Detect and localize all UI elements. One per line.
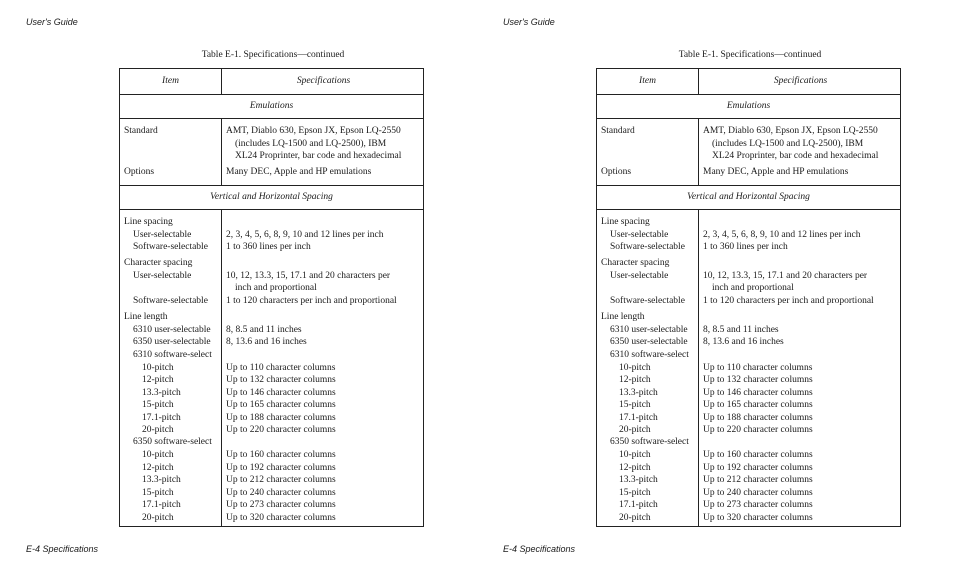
line-length-6310-user-value: 8, 8.5 and 11 inches <box>226 325 302 335</box>
standard-label: Standard <box>601 126 635 136</box>
character-spacing-user-value-1: 10, 12, 13.3, 15, 17.1 and 20 characters per <box>226 271 391 281</box>
character-spacing-software-label: Software-selectable <box>610 296 685 306</box>
section-spacing: Vertical and Horizontal Spacing <box>210 192 333 202</box>
table-caption: Table E-1. Specifications—continued <box>678 50 822 60</box>
s6310-columns: Up to 146 character columns <box>226 387 336 398</box>
line-spacing-label: Line spacing <box>601 217 650 227</box>
section-spacing: Vertical and Horizontal Spacing <box>687 192 810 202</box>
s6310-columns: Up to 188 character columns <box>226 412 336 423</box>
s6310-pitch: 17.1-pitch <box>619 412 658 423</box>
line-length-label: Line length <box>601 312 645 322</box>
line-length-6350-user-value: 8, 13.6 and 16 inches <box>703 337 784 347</box>
section-emulations: Emulations <box>726 101 771 111</box>
s6350-columns: Up to 240 character columns <box>226 487 336 498</box>
character-spacing-label: Character spacing <box>124 258 193 268</box>
line-length-6350-software-label: 6350 software-select <box>610 437 689 447</box>
s6310-columns: Up to 110 character columns <box>703 362 813 373</box>
options-label: Options <box>601 167 632 177</box>
s6310-pitch: 13.3-pitch <box>142 387 181 398</box>
line-length-6310-user-value: 8, 8.5 and 11 inches <box>703 325 779 335</box>
line-length-6310-user-label: 6310 user-selectable <box>610 325 688 335</box>
s6310-columns: Up to 110 character columns <box>226 362 336 373</box>
line-spacing-user-value: 2, 3, 4, 5, 6, 8, 9, 10 and 12 lines per inch <box>703 230 861 240</box>
s6350-columns: Up to 320 character columns <box>226 512 336 523</box>
s6350-pitch: 20-pitch <box>142 512 174 523</box>
s6350-pitch: 20-pitch <box>619 512 651 523</box>
s6310-columns: Up to 220 character columns <box>703 425 813 435</box>
s6350-columns: Up to 240 character columns <box>703 487 813 498</box>
line-spacing-user-label: User-selectable <box>133 230 192 240</box>
options-value: Many DEC, Apple and HP emulations <box>226 167 372 177</box>
line-length-6350-software-label: 6350 software-select <box>133 437 212 447</box>
column-header-item: Item <box>162 76 179 86</box>
standard-value-line-2: (includes LQ-1500 and LQ-2500), IBM <box>712 138 864 149</box>
line-length-6350-user-label: 6350 user-selectable <box>133 337 211 347</box>
column-divider <box>698 119 699 186</box>
s6350-columns: Up to 160 character columns <box>703 450 813 460</box>
character-spacing-user-value-1: 10, 12, 13.3, 15, 17.1 and 20 characters per <box>703 271 868 281</box>
column-divider <box>221 210 222 527</box>
character-spacing-software-value: 1 to 120 characters per inch and proportional <box>703 296 874 306</box>
line-spacing-software-label: Software-selectable <box>133 242 208 252</box>
table-caption: Table E-1. Specifications—continued <box>201 50 345 60</box>
s6310-pitch: 17.1-pitch <box>142 412 181 423</box>
s6350-columns: Up to 212 character columns <box>703 475 813 485</box>
s6310-pitch: 12-pitch <box>142 375 174 385</box>
s6350-columns: Up to 320 character columns <box>703 512 813 523</box>
s6350-pitch: 13.3-pitch <box>619 475 658 485</box>
page-header: User's Guide <box>26 17 78 27</box>
character-spacing-user-value-2: inch and proportional <box>712 283 794 293</box>
specifications-table <box>119 68 424 527</box>
s6350-pitch: 10-pitch <box>142 450 174 460</box>
character-spacing-software-label: Software-selectable <box>133 296 208 306</box>
line-spacing-user-value: 2, 3, 4, 5, 6, 8, 9, 10 and 12 lines per inch <box>226 230 384 240</box>
line-length-6310-user-label: 6310 user-selectable <box>133 325 211 335</box>
specifications-table <box>596 68 901 527</box>
s6310-columns: Up to 165 character columns <box>226 400 336 410</box>
page-footer: E-4 Specifications <box>503 544 576 554</box>
character-spacing-user-label: User-selectable <box>610 271 669 281</box>
s6350-columns: Up to 192 character columns <box>703 462 813 473</box>
line-spacing-software-value: 1 to 360 lines per inch <box>703 242 788 252</box>
s6350-pitch: 15-pitch <box>142 487 174 498</box>
s6350-pitch: 13.3-pitch <box>142 475 181 485</box>
s6310-columns: Up to 220 character columns <box>226 425 336 435</box>
s6350-columns: Up to 192 character columns <box>226 462 336 473</box>
standard-value-line-2: (includes LQ-1500 and LQ-2500), IBM <box>235 138 387 149</box>
column-divider <box>698 210 699 527</box>
line-spacing-software-label: Software-selectable <box>610 242 685 252</box>
s6350-pitch: 15-pitch <box>619 487 651 498</box>
section-emulations: Emulations <box>249 101 294 111</box>
page-right <box>477 0 954 580</box>
options-label: Options <box>124 167 155 177</box>
column-header-specifications: Specifications <box>296 76 351 86</box>
s6310-columns: Up to 132 character columns <box>703 375 813 385</box>
s6310-pitch: 10-pitch <box>142 362 174 373</box>
line-length-6350-user-value: 8, 13.6 and 16 inches <box>226 337 307 347</box>
line-length-6310-software-label: 6310 software-select <box>610 350 689 360</box>
line-length-6350-user-label: 6350 user-selectable <box>610 337 688 347</box>
standard-value-line-3: XL24 Proprinter, bar code and hexadecimal <box>235 151 402 161</box>
s6310-pitch: 13.3-pitch <box>619 387 658 398</box>
character-spacing-software-value: 1 to 120 characters per inch and proportional <box>226 296 397 306</box>
character-spacing-label: Character spacing <box>601 258 670 268</box>
line-spacing-label: Line spacing <box>124 217 173 227</box>
standard-value-line-1: AMT, Diablo 630, Epson JX, Epson LQ-2550 <box>226 126 401 136</box>
character-spacing-user-value-2: inch and proportional <box>235 283 317 293</box>
s6350-pitch: 17.1-pitch <box>142 500 181 510</box>
page-footer: E-4 Specifications <box>26 544 99 554</box>
line-spacing-software-value: 1 to 360 lines per inch <box>226 242 311 252</box>
options-value: Many DEC, Apple and HP emulations <box>703 167 849 177</box>
column-header-item: Item <box>639 76 656 86</box>
line-spacing-user-label: User-selectable <box>610 230 669 240</box>
s6310-columns: Up to 188 character columns <box>703 412 813 423</box>
s6350-columns: Up to 212 character columns <box>226 475 336 485</box>
s6310-columns: Up to 165 character columns <box>703 400 813 410</box>
s6350-pitch: 12-pitch <box>619 462 651 473</box>
standard-label: Standard <box>124 126 158 136</box>
s6350-columns: Up to 160 character columns <box>226 450 336 460</box>
s6350-pitch: 17.1-pitch <box>619 500 658 510</box>
s6310-pitch: 20-pitch <box>142 425 174 435</box>
s6350-columns: Up to 273 character columns <box>703 500 813 510</box>
s6310-pitch: 10-pitch <box>619 362 651 373</box>
s6350-columns: Up to 273 character columns <box>226 500 336 510</box>
s6310-pitch: 15-pitch <box>142 400 174 410</box>
page-header: User's Guide <box>503 17 555 27</box>
line-length-6310-software-label: 6310 software-select <box>133 350 212 360</box>
s6310-pitch: 12-pitch <box>619 375 651 385</box>
s6350-pitch: 10-pitch <box>619 450 651 460</box>
column-divider <box>221 119 222 186</box>
s6310-pitch: 20-pitch <box>619 425 651 435</box>
s6310-columns: Up to 132 character columns <box>226 375 336 385</box>
character-spacing-user-label: User-selectable <box>133 271 192 281</box>
column-header-specifications: Specifications <box>773 76 828 86</box>
s6350-pitch: 12-pitch <box>142 462 174 473</box>
standard-value-line-1: AMT, Diablo 630, Epson JX, Epson LQ-2550 <box>703 126 878 136</box>
s6310-columns: Up to 146 character columns <box>703 387 813 398</box>
line-length-label: Line length <box>124 312 168 322</box>
s6310-pitch: 15-pitch <box>619 400 651 410</box>
standard-value-line-3: XL24 Proprinter, bar code and hexadecimal <box>712 151 879 161</box>
